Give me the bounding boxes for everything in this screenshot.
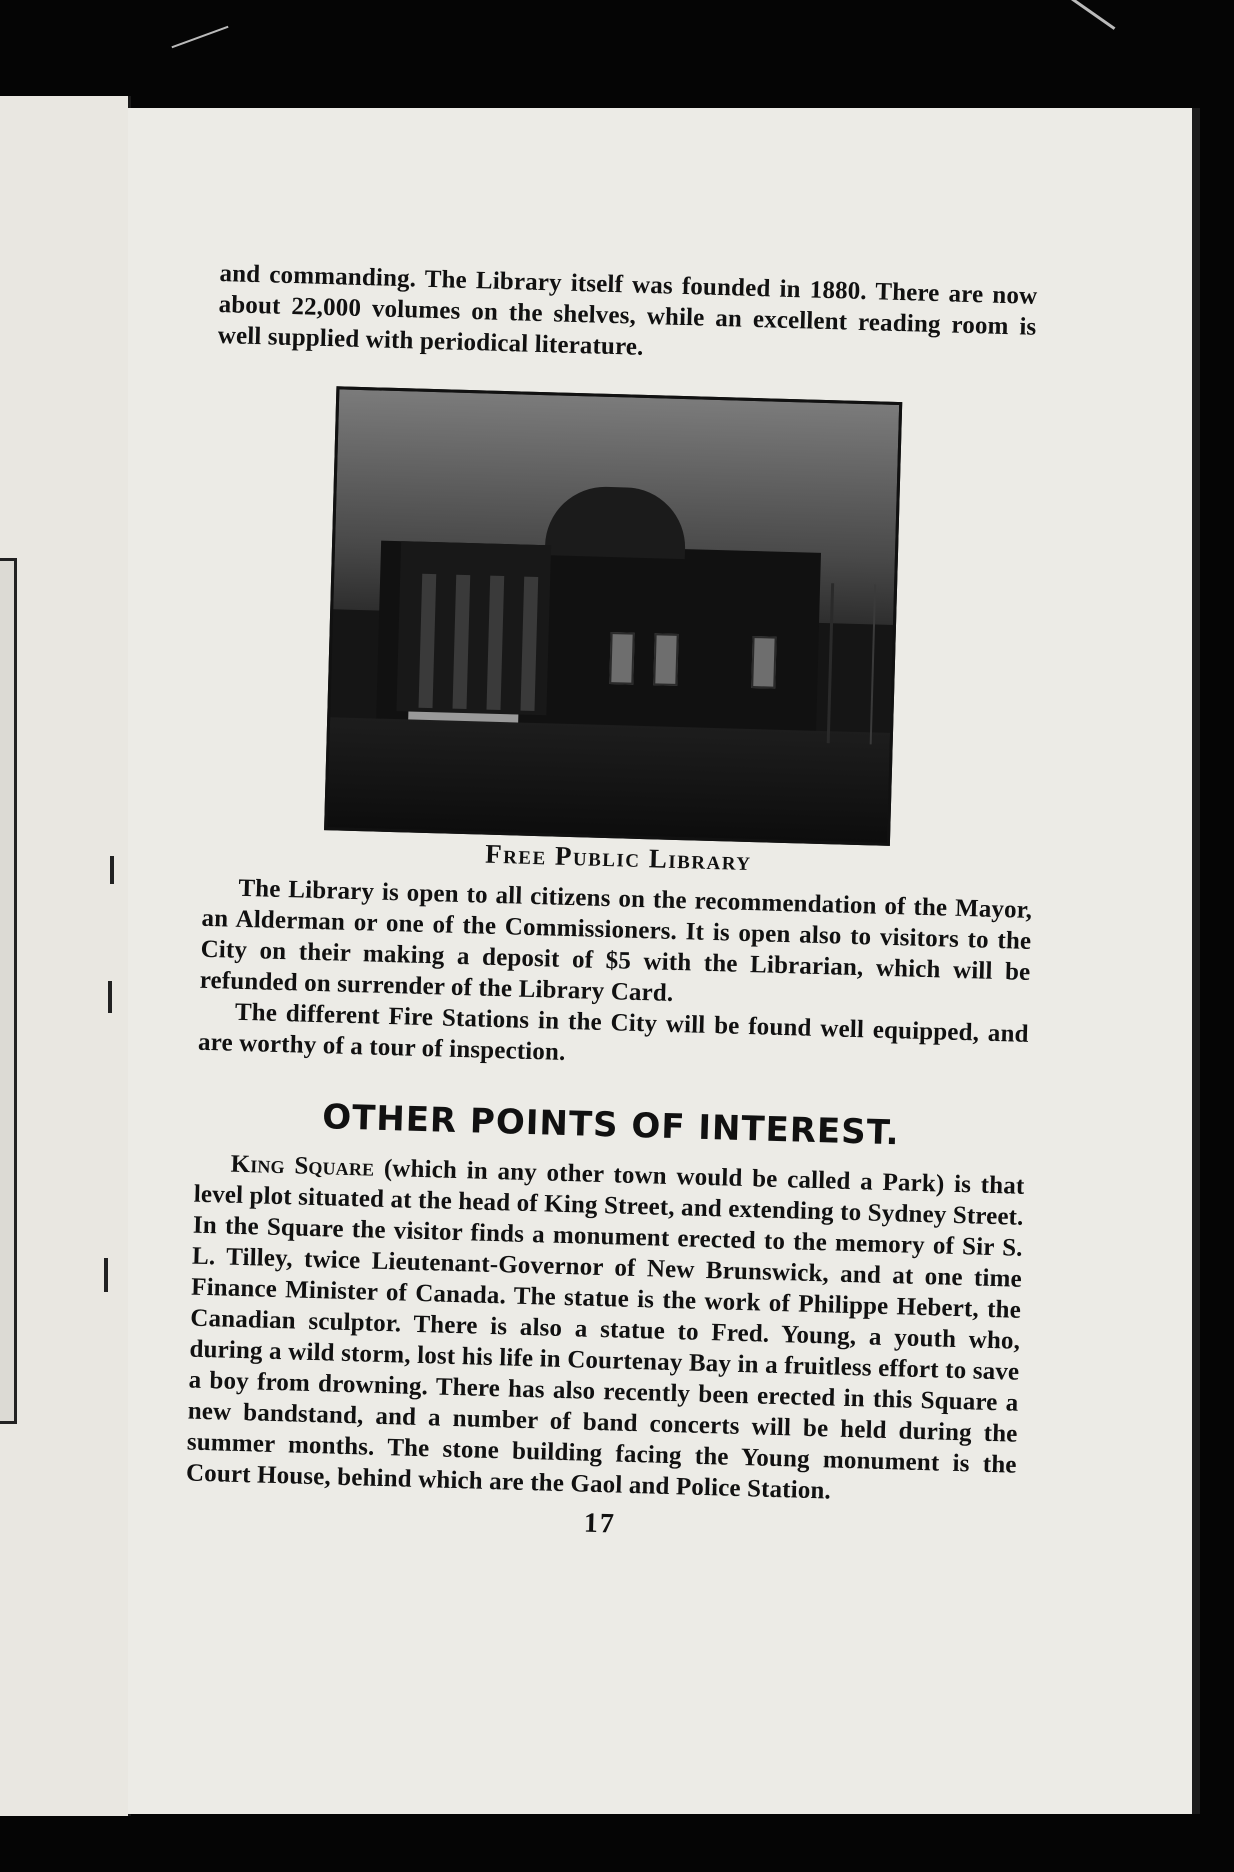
- page-number: 17: [583, 1507, 617, 1540]
- binding-mark: [108, 981, 112, 1013]
- intro-paragraph: and commanding. The Library itself was founded in 1880. There are now about 22,000 volumes on the shelves, while an excellent reading room is well supplied with periodical literature.: [217, 259, 1038, 361]
- library-photograph: [324, 386, 902, 846]
- binding-mark: [104, 1258, 108, 1292]
- facing-page-image-edge: [0, 558, 17, 1424]
- photo-ground: [327, 717, 890, 843]
- book-page: [128, 108, 1192, 1814]
- photo-tree: [827, 583, 876, 744]
- section-heading: OTHER POINTS OF INTEREST.: [321, 1097, 901, 1154]
- king-square-lead: King Square: [230, 1150, 375, 1182]
- library-paragraph: The Library is open to all citizens on the recommendation of the Mayor, an Alderman or one of the Commissioners. It is open also to visitors to the City on their making a deposit of $5 with the Librarian, which will be refunded on surrender of the Library Card.: [199, 874, 1033, 1007]
- page-content: [185, 258, 1050, 1552]
- photo-caption: Free Public Library: [484, 838, 753, 877]
- photo-window: [751, 636, 776, 689]
- photo-window: [653, 633, 678, 686]
- fire-stations-paragraph: The different Fire Stations in the City will be found well equipped, and are worthy of a tour of inspection.: [197, 998, 1030, 1066]
- facing-page-edge: [0, 96, 131, 1816]
- photo-window: [609, 632, 634, 685]
- king-square-text: (which in any other town would be called a Park) is that level plot situated at the head of King Street, and extending to Sydney Street. In the Square the visitor finds a monument erected to the memory of Sir S. L. Tilley, twice Lieutenant-Governor of New Brunswick, and at one time Finance Minister of Canada. The statue is the work of Philippe Hebert, the Canadian sculptor. There is also a statue to Fred. Young, a youth who, during a wild storm, lost his life in Courtenay Bay in a fruitless effort to save a boy from drowning. There has also recently been erected in this Square a new bandstand, and a number of band concerts will be held during the summer months. The stone building facing the Young monument is the Court House, behind which are the Gaol and Police Station.: [185, 1154, 1025, 1505]
- binding-mark: [110, 856, 114, 884]
- king-square-paragraph: [186, 1148, 1025, 1512]
